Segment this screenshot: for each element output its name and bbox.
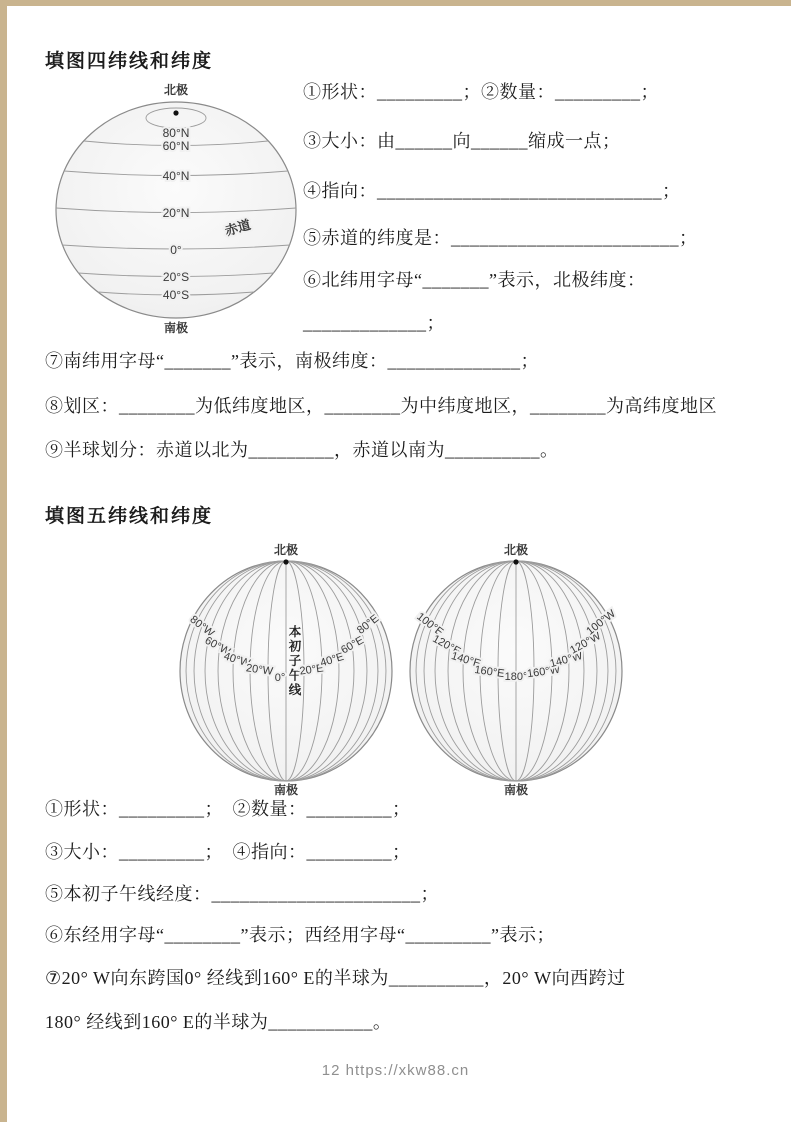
north-pole-label: 北极: [273, 543, 299, 557]
meridian-label-20w: 20°W: [245, 662, 274, 678]
pole-dot: [173, 110, 178, 115]
s5-line-3: ⑤本初子午线经度：______________________；: [45, 884, 439, 904]
meridian-label-60e: 60°E: [339, 634, 366, 657]
latitude-label-0: 0°: [170, 243, 182, 257]
s5-line-2: ③大小：_________； ④指向：_________；: [45, 842, 411, 862]
s4-line-5: ⑥北纬用字母“_______”表示，北极纬度：: [303, 270, 646, 290]
pole-dot: [283, 559, 288, 564]
latitude-label-40n: 40°N: [162, 169, 190, 183]
south-pole-label: 南极: [163, 321, 189, 335]
s5-line-6: 180° 经线到160° E的半球为___________。: [45, 1012, 392, 1032]
page-border-top: [0, 0, 791, 6]
meridian-label-20e: 20°E: [298, 662, 325, 678]
meridian-label-40e: 40°E: [318, 650, 346, 670]
page-footer: 12 https://xkw88.cn: [321, 1062, 470, 1079]
s5-line-4: ⑥东经用字母“________”表示；西经用字母“_________”表示；: [45, 925, 555, 945]
latitude-globe: [43, 80, 309, 336]
s4-line-4: ⑤赤道的纬度是：________________________；: [303, 228, 698, 248]
s4-line-6: _____________；: [303, 313, 445, 333]
south-pole-label: 南极: [273, 783, 299, 797]
s4-line-8: ⑧划区：________为低纬度地区，________为中纬度地区，________为高纬度地区: [45, 396, 717, 416]
latitude-label-40s: 40°S: [162, 288, 190, 302]
prime-meridian-label: 本初子午线: [287, 625, 301, 698]
meridian-label-80e: 80°E: [355, 612, 382, 637]
section4-title: 填图四纬线和纬度: [45, 51, 214, 72]
s5-line-5: ⑦20° W向东跨国0° 经线到160° E的半球为__________，20° W向西跨过: [45, 968, 626, 988]
meridian-label-60w: 60°W: [202, 634, 233, 659]
s4-line-2: ③大小：由______向______缩成一点；: [303, 131, 621, 151]
meridian-globe-prime: [168, 541, 405, 797]
meridian-label-160e: 160°E: [473, 663, 506, 681]
s4-line-1: ①形状：_________；②数量：_________；: [303, 82, 659, 102]
meridian-label-100e: 100°E: [414, 610, 446, 639]
meridian-label-40w: 40°W: [222, 650, 252, 670]
latitude-label-20n: 20°N: [162, 206, 190, 220]
s4-line-9: ⑨半球划分：赤道以北为_________，赤道以南为__________。: [45, 440, 559, 460]
meridian-label-100w: 100°W: [584, 607, 618, 638]
s4-line-7: ⑦南纬用字母“_______”表示，南极纬度：______________；: [45, 351, 539, 371]
meridian-globe-antimeridian: [398, 541, 635, 797]
meridian-label-180: 180°: [504, 671, 528, 683]
meridian-label-0: 0°: [274, 672, 286, 684]
pole-dot: [513, 559, 518, 564]
latitude-label-20s: 20°S: [162, 270, 190, 284]
south-pole-label: 南极: [503, 783, 529, 797]
meridian-label-140w: 140°W: [548, 650, 584, 671]
meridian-label-120w: 120°W: [568, 630, 603, 657]
north-pole-label: 北极: [503, 543, 529, 557]
north-pole-label: 北极: [163, 83, 189, 97]
page-border-left: [0, 0, 7, 1122]
meridian-label-80w: 80°W: [187, 613, 217, 640]
s5-line-1: ①形状：_________； ②数量：_________；: [45, 799, 411, 819]
latitude-label-80n: 80°N: [162, 126, 190, 140]
meridian-label-160w: 160°W: [526, 663, 561, 681]
meridian-label-140e: 140°E: [449, 649, 483, 671]
s4-line-3: ④指向：______________________________；: [303, 181, 681, 201]
section5-title: 填图五纬线和纬度: [45, 506, 214, 527]
meridian-label-120e: 120°E: [430, 632, 463, 658]
equator-label: 赤道: [223, 216, 253, 239]
latitude-label-60n: 60°N: [162, 139, 190, 153]
